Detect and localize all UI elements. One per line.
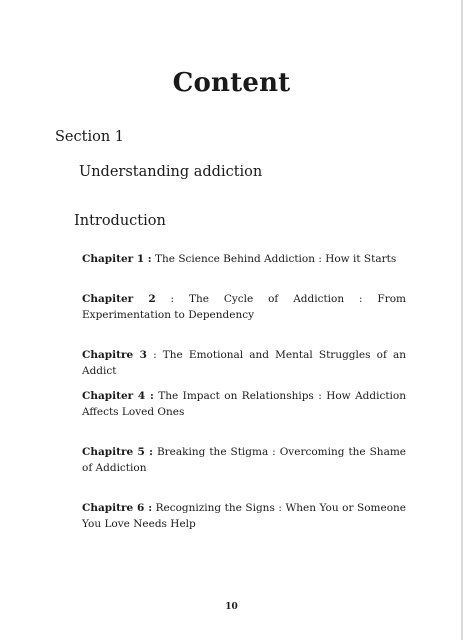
chapter-entry-4 — [82, 388, 406, 420]
page-number: 10 — [225, 602, 238, 612]
chapter-title: : The Cycle of Addiction : From Experimentation to Dependency — [82, 293, 406, 321]
chapter-entry-5 — [82, 444, 406, 476]
chapter-entry-3 — [82, 347, 406, 379]
chapter-title: Breaking the Stigma : Overcoming the Shame of Addiction — [82, 446, 407, 474]
chapter-label: Chapiter 1 : — [82, 253, 152, 265]
chapter-entry-6 — [82, 500, 406, 532]
chapter-label: Chapitre 5 : — [82, 446, 153, 458]
chapter-title: The Impact on Relationships : How Addiction Affects Loved Ones — [82, 390, 407, 418]
chapter-label: Chapiter 2 — [82, 293, 156, 305]
chapter-entry-1 — [82, 251, 406, 267]
chapter-entry-2 — [82, 291, 406, 323]
chapter-label: Chapiter 4 : — [82, 390, 154, 402]
chapter-title: Recognizing the Signs : When You or Someone You Love Needs Help — [82, 502, 406, 530]
chapter-label: Chapitre 3 — [82, 349, 147, 361]
chapter-title: : The Emotional and Mental Struggles of an Addict — [82, 349, 407, 377]
page-title: Content — [172, 68, 291, 98]
chapter-title: The Science Behind Addiction : How it Starts — [151, 253, 397, 265]
introduction-heading: Introduction — [74, 213, 166, 229]
chapter-label: Chapitre 6 : — [82, 502, 153, 514]
section-heading: Section 1 — [55, 129, 125, 145]
section-subtitle: Understanding addiction — [79, 164, 263, 180]
